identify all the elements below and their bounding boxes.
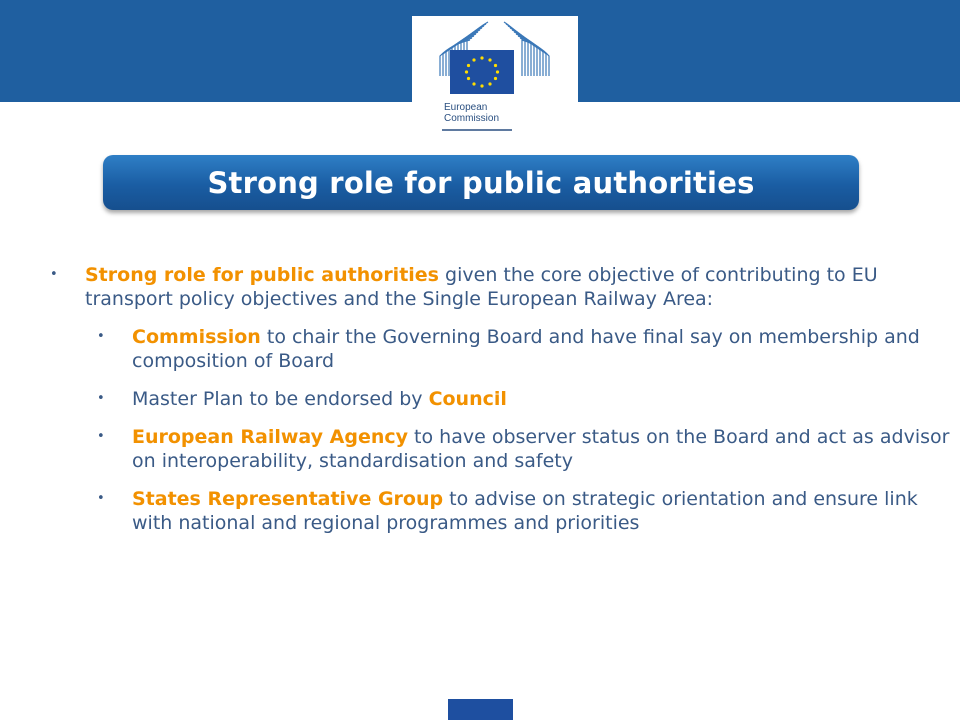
bullet-highlight: Council [428, 388, 507, 410]
bullet-dot-icon: • [97, 429, 105, 444]
list-item [50, 425, 950, 473]
bullet-dot-icon: • [50, 267, 58, 282]
bullet-highlight: Strong role for public authorities [85, 264, 439, 286]
page-title: Strong role for public authorities [207, 165, 755, 200]
bullet-text: to advise on strategic orientation and ensure link with national and regional programmes and priorities [132, 488, 918, 534]
list-item [50, 487, 950, 535]
bullet-highlight: European Railway Agency [132, 426, 409, 448]
eu-flag-tab [448, 699, 513, 720]
bullet-highlight: Commission [132, 326, 261, 348]
bullet-text: given the core objective of contributing to EU transport policy objectives and the Single European Railway Area: [85, 264, 878, 310]
bullet-text: to chair the Governing Board and have final say on membership and composition of Board [132, 326, 920, 372]
list-item [50, 387, 950, 411]
bullet-dot-icon: • [97, 491, 105, 506]
bullet-dot-icon: • [97, 329, 105, 344]
logo-caption [444, 102, 499, 124]
bullet-dot-icon: • [97, 391, 105, 406]
list-item [50, 325, 950, 373]
logo-line-1: European [444, 102, 488, 113]
bullet-text: Master Plan to be endorsed by [132, 388, 429, 410]
bullet-list [50, 263, 950, 549]
title-banner [103, 155, 859, 210]
bullet-highlight: States Representative Group [132, 488, 444, 510]
list-item [50, 263, 945, 311]
logo-line-2: Commission [444, 113, 500, 124]
european-commission-logo [412, 16, 578, 134]
bullet-text: to have observer status on the Board and act as advisor on interoperability, standardisation and safety [132, 426, 950, 472]
